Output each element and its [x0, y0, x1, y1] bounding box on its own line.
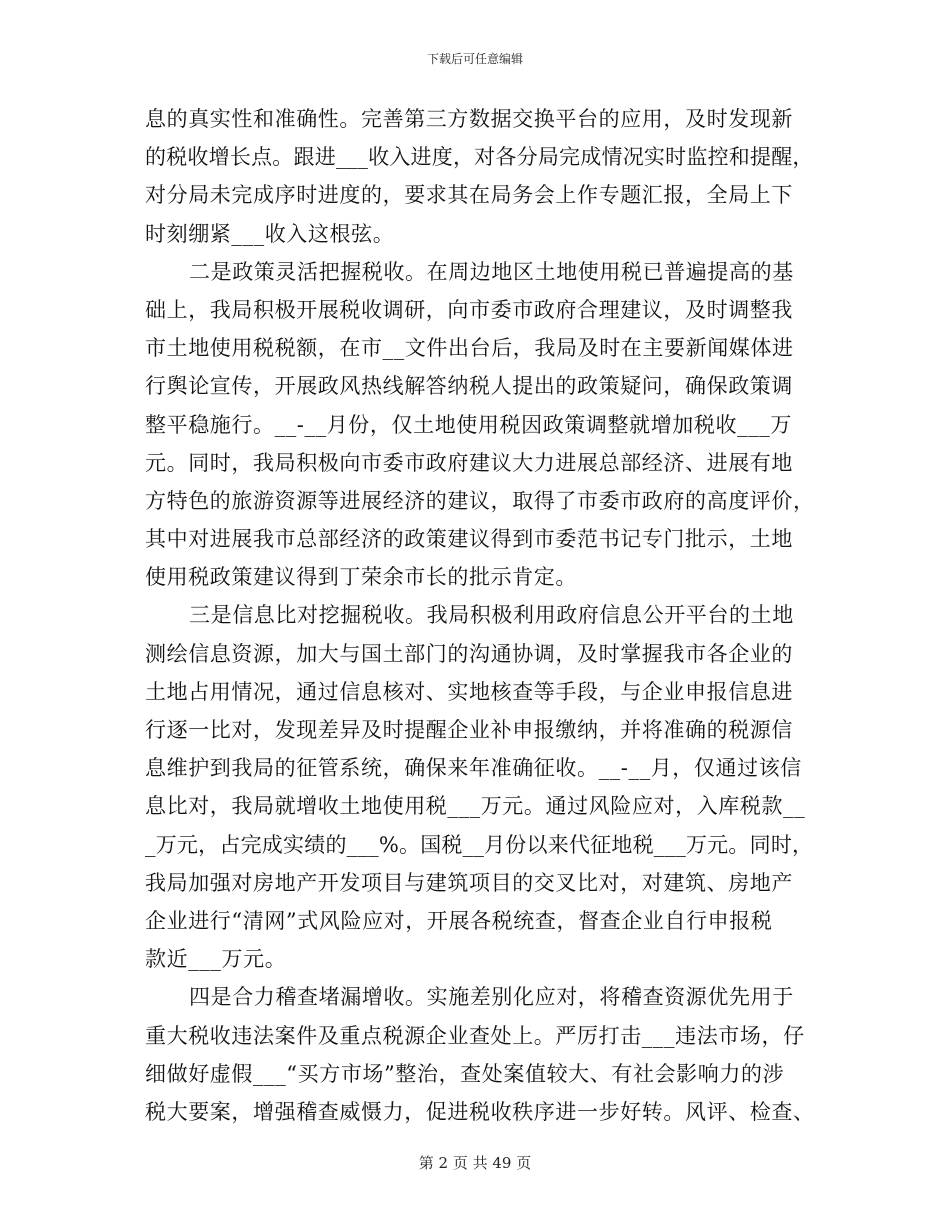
- text-line: 二是政策灵活把握税收。在周边地区土地使用税已普遍提高的基: [189, 259, 794, 284]
- text-line: 息的真实性和准确性。完善第三方数据交换平台的应用，及时发现新: [145, 107, 793, 131]
- text-line: 整平稳施行。__-__月份，仅土地使用税因政策调整就增加税收___万: [145, 412, 792, 437]
- text-line: 测绘信息资源，加大与国土部门的沟通协调，及时掌握我市各企业的: [145, 641, 793, 666]
- text-line: 我局加强对房地产开发项目与建筑项目的交叉比对，对建筑、房地产: [145, 870, 793, 895]
- text-line: 使用税政策建议得到丁荣余市长的批示肯定。: [145, 565, 577, 590]
- page-header-note: 下载后可任意编辑: [426, 52, 523, 66]
- text-line: 息维护到我局的征管系统，确保来年准确征收。__-__月，仅通过该信: [145, 756, 802, 781]
- text-line: 元。同时，我局积极向市委市政府建议大力进展总部经济、进展有地: [145, 450, 793, 475]
- text-line: 对分局未完成序时进度的，要求其在局务会上作专题汇报，全局上下: [145, 183, 793, 208]
- text-line: 行舆论宣传，开展政风热线解答纳税人提出的政策疑问，确保政策调: [145, 374, 793, 399]
- text-line: 税大要案，增强稽查威慑力，促进税收秩序进一步好转。风评、检查、: [145, 1099, 815, 1124]
- page-number-footer: 第 2 页 共 49 页: [418, 1154, 532, 1172]
- text-line: 款近___万元。: [145, 947, 287, 972]
- text-line: 土地占用情况，通过信息核对、实地核查等手段，与企业申报信息进: [145, 679, 793, 704]
- text-line: 三是信息比对挖掘税收。我局积极利用政府信息公开平台的土地: [189, 603, 794, 628]
- text-line: 础上，我局积极开展税收调研，向市委市政府合理建议，及时调整我: [145, 297, 793, 322]
- text-line: 方特色的旅游资源等进展经济的建议，取得了市委市政府的高度评价，: [145, 488, 815, 513]
- text-line: 企业进行“清网”式风险应对，开展各税统查，督查企业自行申报税: [145, 908, 773, 933]
- text-line: _万元，占完成实绩的___%。国税__月份以来代征地税___万元。同时，: [145, 832, 814, 857]
- text-line: 行逐一比对，发现差异及时提醒企业补申报缴纳，并将准确的税源信: [145, 718, 793, 742]
- text-line: 市土地使用税税额，在市__文件出台后，我局及时在主要新闻媒体进: [145, 336, 794, 361]
- text-line: 细做好虚假___“买方市场”整治，查处案值较大、有社会影响力的涉: [145, 1061, 785, 1086]
- text-line: 四是合力稽查堵漏增收。实施差别化应对，将稽查资源优先用于: [189, 985, 794, 1010]
- text-line: 时刻绷紧___收入这根弦。: [145, 221, 395, 246]
- text-line: 其中对进展我市总部经济的政策建议得到市委范书记专门批示，土地: [145, 527, 793, 552]
- document-body: [145, 100, 815, 1131]
- text-line: 的税收增长点。跟进___收入进度，对各分局完成情况实时监控和提醒，: [145, 145, 814, 170]
- text-line: 重大税收违法案件及重点税源企业查处上。严厉打击___违法市场，仔: [145, 1023, 805, 1048]
- text-line: 息比对，我局就增收土地使用税___万元。通过风险应对，入库税款__: [145, 794, 806, 819]
